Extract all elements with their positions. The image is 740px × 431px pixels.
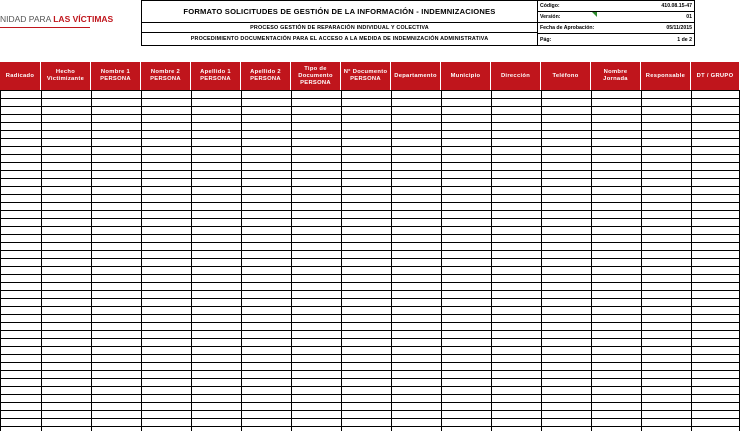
grid-row-line (0, 322, 740, 323)
grid-column-line (591, 90, 592, 431)
header-divider (141, 45, 695, 46)
logo-underline (0, 27, 90, 28)
form-title: FORMATO SOLICITUDES DE GESTIÓN DE LA INFORMACIÓN - INDEMNIZACIONES (183, 7, 496, 16)
grid-row-line (0, 154, 740, 155)
grid-column-line (0, 90, 1, 431)
grid-row-line (0, 98, 740, 99)
meta-label-approval-date: Fecha de Aprobación: (540, 25, 595, 31)
grid-row-line (0, 354, 740, 355)
grid-row-line (0, 330, 740, 331)
grid-row-line (0, 130, 740, 131)
data-grid[interactable] (0, 90, 740, 431)
grid-column-line (241, 90, 242, 431)
grid-column-line (441, 90, 442, 431)
grid-row-line (0, 306, 740, 307)
grid-row-line (0, 426, 740, 427)
column-header-apellido-2[interactable]: Apellido 2 PERSONA (241, 62, 291, 90)
grid-row-line (0, 362, 740, 363)
grid-row-line (0, 162, 740, 163)
grid-row-line (0, 234, 740, 235)
column-header-nombre-jornada[interactable]: Nombre Jornada (591, 62, 641, 90)
grid-row-line (0, 418, 740, 419)
grid-row-line (0, 194, 740, 195)
grid-column-line (541, 90, 542, 431)
column-header-departamento[interactable]: Departamento (391, 62, 441, 90)
grid-row-line (0, 106, 740, 107)
grid-row-line (0, 210, 740, 211)
grid-row-line (0, 394, 740, 395)
column-header-telefono[interactable]: Teléfono (541, 62, 591, 90)
grid-column-line (191, 90, 192, 431)
grid-column-line (291, 90, 292, 431)
column-header-municipio[interactable]: Municipio (441, 62, 491, 90)
column-header-nombre-1[interactable]: Nombre 1 PERSONA (91, 62, 141, 90)
grid-column-line (691, 90, 692, 431)
column-header-responsable[interactable]: Responsable (641, 62, 691, 90)
process-name: PROCESO GESTIÓN DE REPARACIÓN INDIVIDUAL Y COLECTIVA (250, 24, 429, 31)
grid-column-line (341, 90, 342, 431)
grid-column-line (641, 90, 642, 431)
grid-row-line (0, 178, 740, 179)
grid-row-line (0, 202, 740, 203)
meta-label-page: Pág: (540, 36, 552, 43)
procedure-name: PROCEDIMIENTO DOCUMENTACIÓN PARA EL ACCESO A LA MEDIDA DE INDEMNIZACIÓN ADMINISTRATIVA (190, 36, 489, 42)
grid-row-line (0, 122, 740, 123)
grid-row-line (0, 290, 740, 291)
comment-marker-icon (592, 12, 597, 17)
column-header-nombre-2[interactable]: Nombre 2 PERSONA (141, 62, 191, 90)
header-divider (694, 0, 695, 46)
logo: NIDAD PARA LAS VÍCTIMAS (0, 14, 114, 24)
grid-row-line (0, 266, 740, 267)
meta-value-version: 01 (686, 14, 692, 20)
grid-row-line (0, 386, 740, 387)
column-header-direccion[interactable]: Dirección (491, 62, 541, 90)
grid-row-line (0, 114, 740, 115)
grid-column-line (91, 90, 92, 431)
grid-row-line (0, 186, 740, 187)
grid-row-line (0, 138, 740, 139)
grid-row-line (0, 250, 740, 251)
grid-column-line (41, 90, 42, 431)
grid-row-line (0, 402, 740, 403)
grid-row-line (0, 274, 740, 275)
document-header (0, 0, 740, 48)
grid-row-line (0, 338, 740, 339)
column-header-numero-documento[interactable]: N° Documento PERSONA (341, 62, 391, 90)
grid-row-line (0, 346, 740, 347)
grid-row-line (0, 298, 740, 299)
column-header-dt-grupo[interactable]: DT / GRUPO (691, 62, 740, 90)
grid-row-line (0, 146, 740, 147)
grid-column-line (141, 90, 142, 431)
meta-label-code: Código: (540, 3, 560, 9)
grid-row-line (0, 242, 740, 243)
grid-column-line (491, 90, 492, 431)
column-header-apellido-1[interactable]: Apellido 1 PERSONA (191, 62, 241, 90)
grid-row-line (0, 378, 740, 379)
grid-row-line (0, 282, 740, 283)
grid-row-line (0, 410, 740, 411)
grid-row-line (0, 314, 740, 315)
grid-column-line (391, 90, 392, 431)
grid-row-line (0, 218, 740, 219)
grid-row-line (0, 90, 740, 91)
meta-label-version: Versión: (540, 14, 561, 20)
grid-row-line (0, 170, 740, 171)
grid-row-line (0, 226, 740, 227)
meta-value-page: 1 de 2 (677, 36, 692, 43)
column-header-hecho-victimizante[interactable]: Hecho Victimizante (41, 62, 91, 90)
meta-value-code: 410.08.15-47 (661, 3, 692, 9)
grid-row-line (0, 370, 740, 371)
meta-value-approval-date: 05/11/2015 (666, 25, 692, 31)
column-header-radicado[interactable]: Radicado (0, 62, 41, 90)
grid-row-line (0, 258, 740, 259)
column-header-tipo-documento[interactable]: Tipo de Documento PERSONA (291, 62, 341, 90)
